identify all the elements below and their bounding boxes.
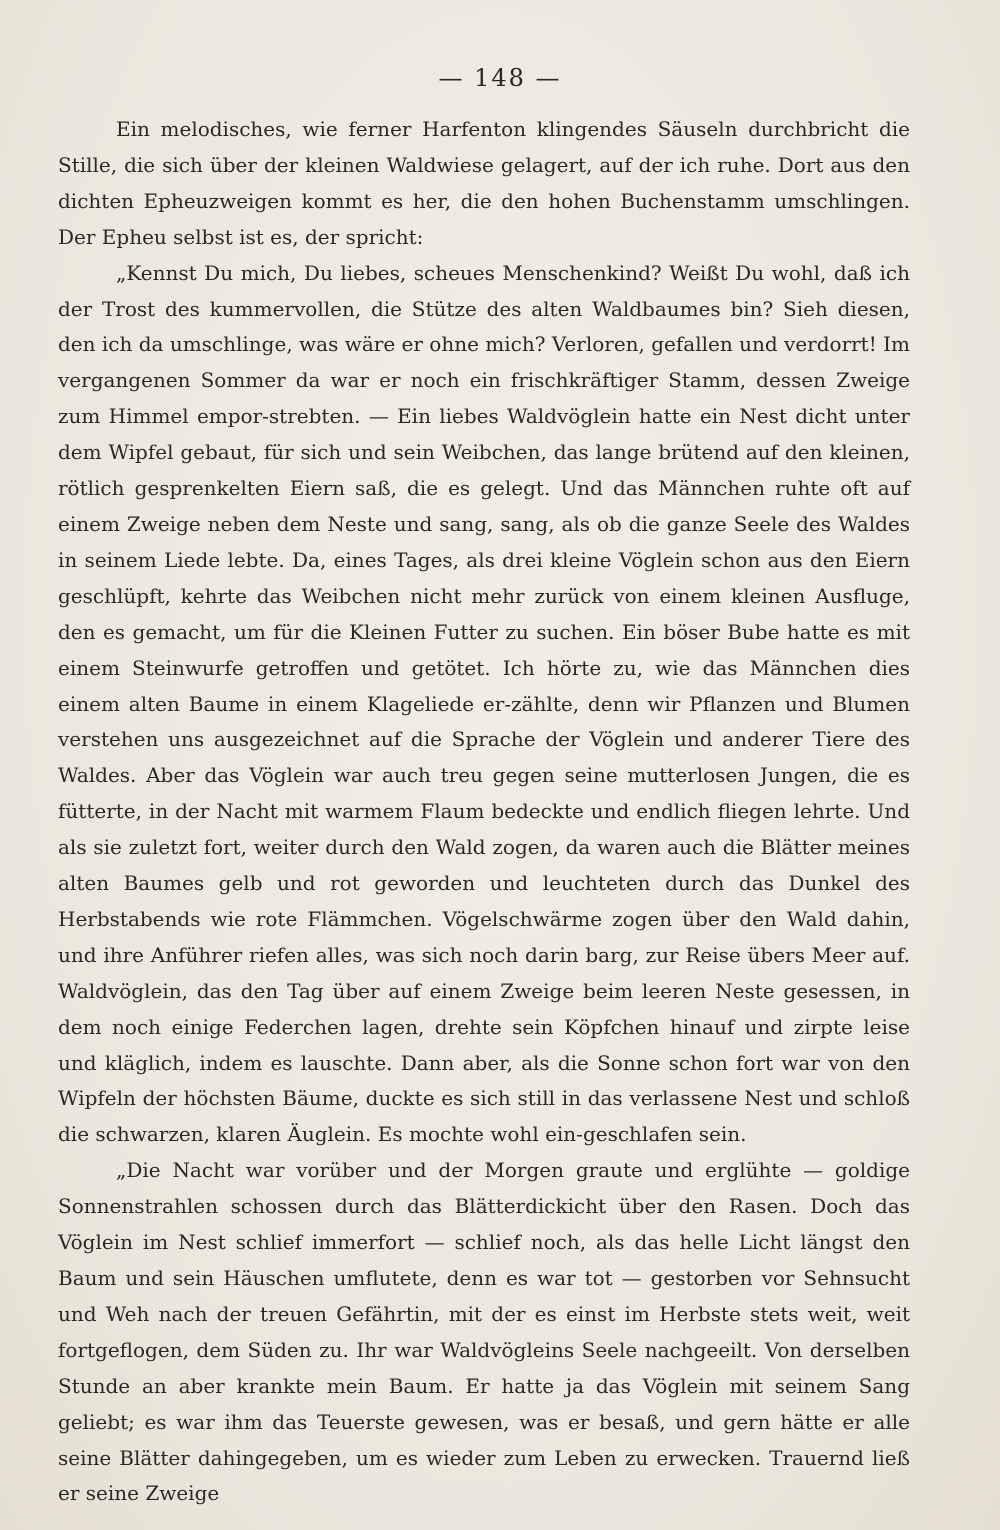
paragraph-3: „Die Nacht war vorüber und der Morgen graute und erglühte — goldige Sonnenstrahlen schossen durch das Blätterdickicht über den Rasen. Doch das Vöglein im Nest schlief immerfort — schlief noch, als das helle Licht längst den Baum und sein Häuschen umflutete, denn es war tot — gestorben vor Sehnsucht und Weh nach der treuen Gefährtin, mit der es einst im Herbste stets weit, weit fortgeflogen, dem Süden zu. Ihr war Waldvögleins Seele nachgeeilt. Von derselben Stunde an aber krankte mein Baum. Er hatte ja das Vöglein mit seinem Sang geliebt; es war ihm das Teuerste gewesen, was er besaß, und gern hätte er alle seine Blätter dahingegeben, um es wieder zum Leben zu erwecken. Trauernd ließ er seine Zweige: [58, 1158, 910, 1506]
paragraph-2: „Kennst Du mich, Du liebes, scheues Menschenkind? Weißt Du wohl, daß ich der Trost des kummervollen, die Stütze des alten Waldbaumes bin? Sieh diesen, den ich da umschlinge, was wäre er ohne mich? Verloren, gefallen und verdorrt! Im vergangenen Sommer da war er noch ein frischkräftiger Stamm, dessen Zweige zum Himmel empor-strebten. — Ein liebes Waldvöglein hatte ein Nest dicht unter dem Wipfel gebaut, für sich und sein Weibchen, das lange brütend auf den kleinen, rötlich gesprenkelten Eiern saß, die es gelegt. Und das Männchen ruhte oft auf einem Zweige neben dem Neste und sang, sang, als ob die ganze Seele des Waldes in seinem Liede lebte. Da, eines Tages, als drei kleine Vöglein schon aus den Eiern geschlüpft, kehrte das Weibchen nicht mehr zurück von einem kleinen Ausfluge, den es gemacht, um für die Kleinen Futter zu suchen. Ein böser Bube hatte es mit einem Steinwurfe getroffen und getötet. Ich hörte zu, wie das Männchen dies einem alten Baume in einem Klageliede er-zählte, denn wir Pflanzen und Blumen verstehen uns ausgezeichnet auf die Sprache der Vöglein und anderer Tiere des Waldes. Aber das Vöglein war auch treu gegen seine mutterlosen Jungen, die es fütterte, in der Nacht mit warmem Flaum bedeckte und endlich fliegen lehrte. Und als sie zuletzt fort, weiter durch den Wald zogen, da waren auch die Blätter meines alten Baumes gelb und rot geworden und leuchteten durch das Dunkel des Herbstabends wie rote Flämmchen. Vögelschwärme zogen über den Wald dahin, und ihre Anführer riefen alles, was sich noch darin barg, zur Reise übers Meer auf. Waldvöglein, das den Tag über auf einem Zweige beim leeren Neste gesessen, in dem noch einige Federchen lagen, drehte sein Köpfchen hinauf und zirpte leise und kläglich, indem es lauschte. Dann aber, als die Sonne schon fort war von den Wipfeln der höchsten Bäume, duckte es sich still in das verlassene Nest und schloß die schwarzen, klaren Äuglein. Es mochte wohl ein-geschlafen sein.: [58, 260, 910, 1147]
text-block: [58, 112, 910, 1512]
paragraph-1: Ein melodisches, wie ferner Harfenton klingendes Säuseln durchbricht die Stille, die sich über der kleinen Waldwiese gelagert, auf der ich ruhe. Dort aus den dichten Epheuzweigen kommt es her, die den hohen Buchenstamm umschlingen. Der Epheu selbst ist es, der spricht:: [58, 117, 910, 249]
page-number: — 148 —: [438, 64, 562, 92]
